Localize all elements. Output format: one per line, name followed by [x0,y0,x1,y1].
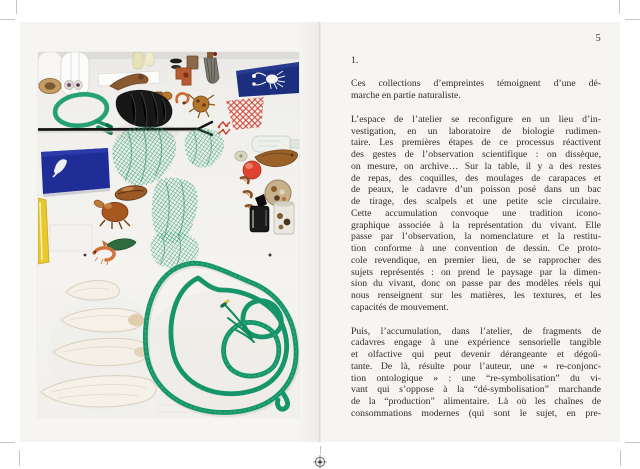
registration-mark [313,455,327,469]
text-line: tante. De là, résulte pour l’auteur, une « re-conjonc- [351,360,601,372]
text-line: passe par l’observation, la nomenclature et la restitu- [351,231,601,243]
text-line: Puis, l’accumulation, dans l’atelier, de fragments de [351,325,601,337]
paragraph [351,326,601,420]
book-spread [20,22,620,442]
navy-fish-mat [41,148,110,197]
text-line: consommations modernes (qui sont le sujet, en pre- [351,407,601,419]
crop-mark-bottom-right-h [625,442,640,443]
crop-mark-bottom-right-v [620,450,621,466]
left-page [20,22,320,442]
text-line: marche en partie naturaliste. [351,90,461,101]
glass-jar [274,201,294,234]
atelier-photo [38,52,299,417]
text-line: cadavres engage à une expérience sensorielle tangible [351,337,601,349]
text-line: vestigation, en un laboratoire de biologie rudimen- [351,125,601,137]
body-text [351,55,601,420]
text-line: sion du vivant, donc on passe par des modèles réels qui [351,278,601,290]
section-number: 1. [351,55,359,66]
text-line: Ces collections d’empreintes témoignent d’une dé- [351,78,601,90]
text-line: L’espace de l’atelier se reconfigure en un lieu d’in- [351,113,601,125]
paragraph [351,114,601,314]
text-line: de repas, des coquilles, des moulages de carapaces et [351,172,601,184]
page-number: 5 [595,33,601,44]
crop-mark-top-right-v [619,0,620,14]
text-line: de tirage, des scalpels et une petite scie circulaire. [351,196,601,207]
text-line: cole revendique, en premier lieu, de se rapprocher des [351,254,601,266]
small-shell [235,151,247,161]
text-line: de peaux, le cadavre d’un poisson posé dans un bac [351,184,601,196]
text-line: des gestes de l’observation scientifique : on dissèque, [351,149,601,160]
crop-mark-top-left-h [0,19,15,20]
text-line: on mesure, on archive… Sur la table, il y a des restes [351,160,601,172]
text-line: vant qui s’oppose à la “dé-symbolisation” marchande [351,384,601,396]
text-line: sujets représentés : on prend le paysage par la dimen- [351,266,601,278]
right-page [320,22,620,442]
text-line: tion conforme à une convention de dessin. Ce proto- [351,243,601,254]
crop-mark-bottom-center-v [320,446,321,454]
text-line: tion ontologique » : une “re-symbolisation” du vi- [351,372,601,384]
text-line: graphique associée à la représentation du vivant. Elle [351,219,601,231]
crop-mark-top-left-v [16,0,17,14]
text-line: de la “production” alimentaire. Là où les chaînes de [351,396,601,407]
small-wood-box [187,56,198,69]
paragraph [351,78,601,102]
crop-mark-bottom-left-v [19,450,20,466]
crop-mark-top-right-h [625,19,640,20]
text-line: nous renseignent sur les matières, les textures, et les [351,290,601,301]
text-line: capacités de mouvement. [351,301,449,313]
paper-rolls [38,52,89,96]
text-line: et olfactive qui peut devenir dérangeante et dégoû- [351,349,601,360]
text-line: taire. Les premières étapes de ce processus réactivent [351,137,601,149]
crop-mark-bottom-left-h [0,442,15,443]
text-line: Cette accumulation convoque une tradition icono- [351,207,601,219]
